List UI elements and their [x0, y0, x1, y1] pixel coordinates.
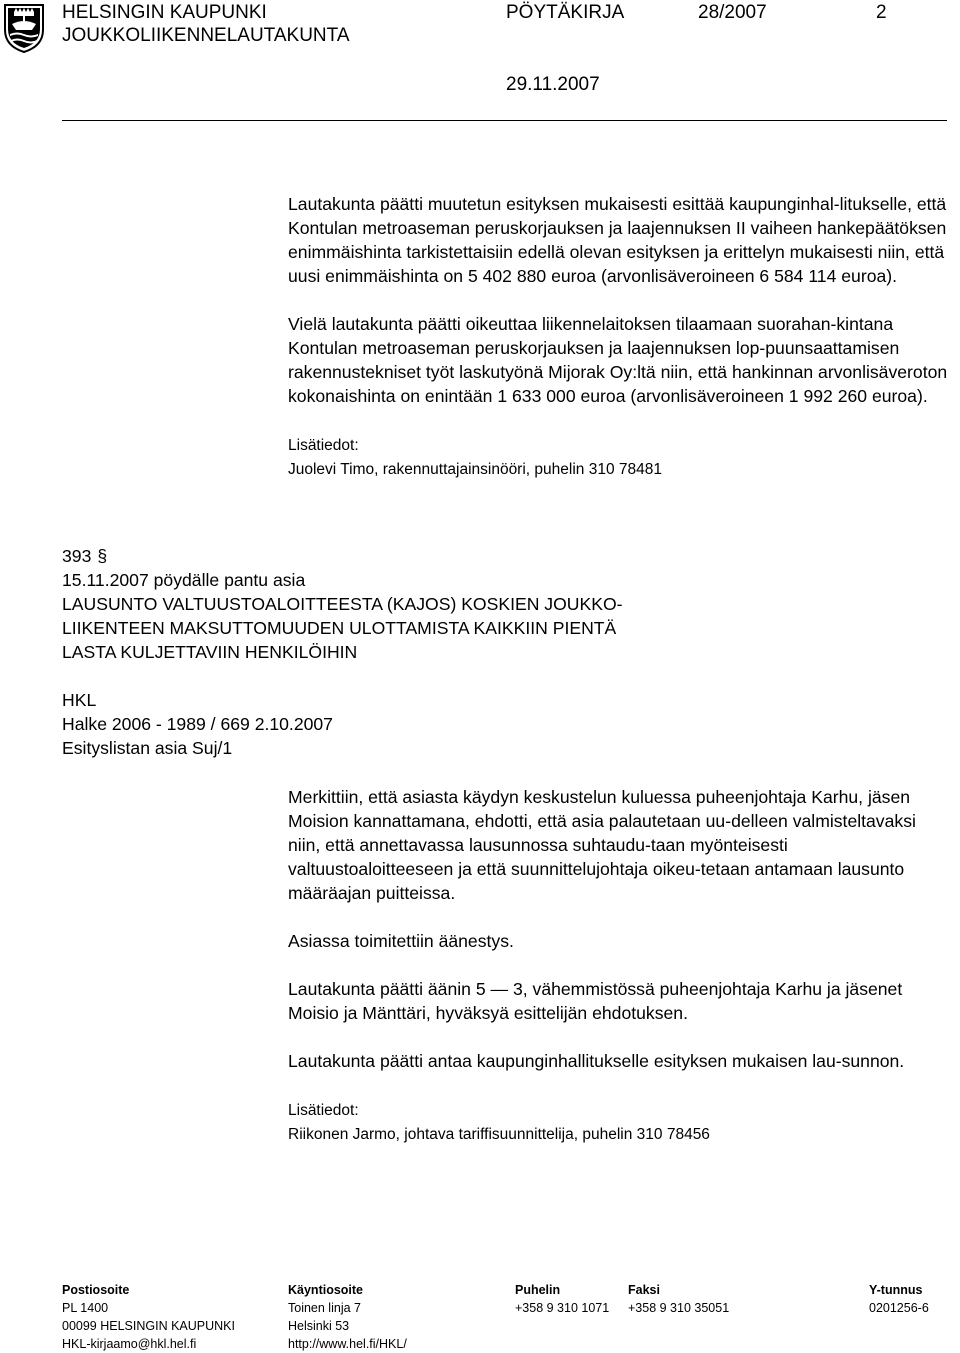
- minutes-paragraph: Lautakunta päätti äänin 5 — 3, vähemmistössä puheenjohtaja Karhu ja jäsenet Moisio ja Mänttäri, hyväksyä esittelijän ehdotuksen.: [288, 979, 903, 1023]
- decision-paragraph: Vielä lautakunta päätti oikeuttaa liikennelaitoksen tilaamaan suorahan-kintana Kontulan metroaseman peruskorjauksen ja laajennuksen lop-puunsaattamisen rakennustekniset työt laskutyönä Mijorak Oy:ltä niin, että hankinnan arvonlisäveroton kokonaishinta on enintään 1 633 000 euroa (arvonlisäveroineen 1 992 260 euroa).: [288, 314, 948, 406]
- footer-postal-line: 00099 HELSINGIN KAUPUNKI: [62, 1319, 235, 1333]
- header-divider: [62, 120, 947, 121]
- info-contact: Riikonen Jarmo, johtava tariffisuunnittelija, puhelin 310 78456: [288, 1126, 710, 1143]
- item-unit: HKL: [62, 690, 97, 710]
- minutes-paragraph: Lautakunta päätti antaa kaupunginhallitukselle esityksen mukaisen lau-sunnon.: [288, 1051, 905, 1071]
- footer-phone: [515, 1281, 609, 1317]
- footer-visit-line: Helsinki 53: [288, 1319, 350, 1333]
- organization-name: HELSINGIN KAUPUNKI: [62, 2, 267, 23]
- footer-business-id-value: 0201256-6: [869, 1301, 929, 1315]
- footer-visit-label: Käyntiosoite: [288, 1283, 364, 1297]
- section-sign: §: [97, 546, 108, 566]
- footer-business-id-label: Y-tunnus: [869, 1283, 923, 1297]
- item-agenda-reference: Esityslistan asia Suj/1: [62, 738, 233, 758]
- previous-item-text: [288, 192, 948, 480]
- footer-postal-label: Postiosoite: [62, 1283, 130, 1297]
- footer-fax-value: +358 9 310 35051: [628, 1301, 730, 1315]
- item-number-row: [62, 544, 762, 568]
- minutes-paragraph: Merkittiin, että asiasta käydyn keskustelun kuluessa puheenjohtaja Karhu, jäsen Moision kannattamana, ehdotti, että asia palautetaan uu-delleen valmisteltavaksi niin, että annettavassa lausunnossa suhtaudu-taan myönteisesti valtuustoaloitteeseen ja että suunnittelujohtaja oikeu-tetaan antamaan lausunto määräajan puitteissa.: [288, 787, 916, 903]
- footer-business-id: [869, 1281, 929, 1317]
- page-number: 2: [876, 2, 887, 23]
- item-title-line: LASTA KULJETTAVIIN HENKILÖIHIN: [62, 642, 358, 662]
- footer-postal-line: PL 1400: [62, 1301, 109, 1315]
- item-title-line: LIIKENTEEN MAKSUTTOMUUDEN ULOTTAMISTA KAIKKIIN PIENTÄ: [62, 618, 617, 638]
- item-number: 393: [62, 546, 92, 566]
- helsinki-crest-logo: [2, 2, 46, 54]
- info-label: Lisätiedot:: [288, 1102, 359, 1119]
- minutes-paragraph: Asiassa toimitettiin äänestys.: [288, 931, 514, 951]
- page-footer: [62, 1281, 952, 1351]
- committee-name: JOUKKOLIIKENNELAUTAKUNTA: [62, 25, 350, 46]
- footer-fax: [628, 1281, 729, 1317]
- footer-phone-label: Puhelin: [515, 1283, 561, 1297]
- footer-visit: [288, 1281, 407, 1353]
- item-body: [288, 785, 948, 1145]
- item-heading: [62, 544, 762, 760]
- item-reference: Halke 2006 - 1989 / 669 2.10.2007: [62, 714, 333, 734]
- decision-paragraph: Lautakunta päätti muutetun esityksen mukaisesti esittää kaupunginhal-litukselle, että Kontulan metroaseman peruskorjauksen ja laajennuksen II vaiheen hankepäätöksen enimmäishinta tarkistettaisiin edellä olevan esityksen ja erittelyn mukaisesti niin, että uusi enimmäishinta on 5 402 880 euroa (arvonlisäveroineen 6 584 114 euroa).: [288, 194, 947, 286]
- footer-website[interactable]: http://www.hel.fi/HKL/: [288, 1337, 407, 1351]
- item-status: 15.11.2007 pöydälle pantu asia: [62, 570, 306, 590]
- footer-phone-value: +358 9 310 1071: [515, 1301, 610, 1315]
- footer-fax-label: Faksi: [628, 1283, 660, 1297]
- document-number: 28/2007: [698, 2, 767, 23]
- info-contact: Juolevi Timo, rakennuttajainsinööri, puhelin 310 78481: [288, 461, 662, 478]
- item-title-line: LAUSUNTO VALTUUSTOALOITTEESTA (KAJOS) KOSKIEN JOUKKO-: [62, 594, 623, 614]
- meeting-date: 29.11.2007: [506, 74, 600, 95]
- footer-email[interactable]: HKL-kirjaamo@hkl.hel.fi: [62, 1337, 197, 1351]
- footer-postal: [62, 1281, 235, 1353]
- footer-visit-line: Toinen linja 7: [288, 1301, 361, 1315]
- info-label: Lisätiedot:: [288, 437, 359, 454]
- document-type: PÖYTÄKIRJA: [506, 2, 625, 23]
